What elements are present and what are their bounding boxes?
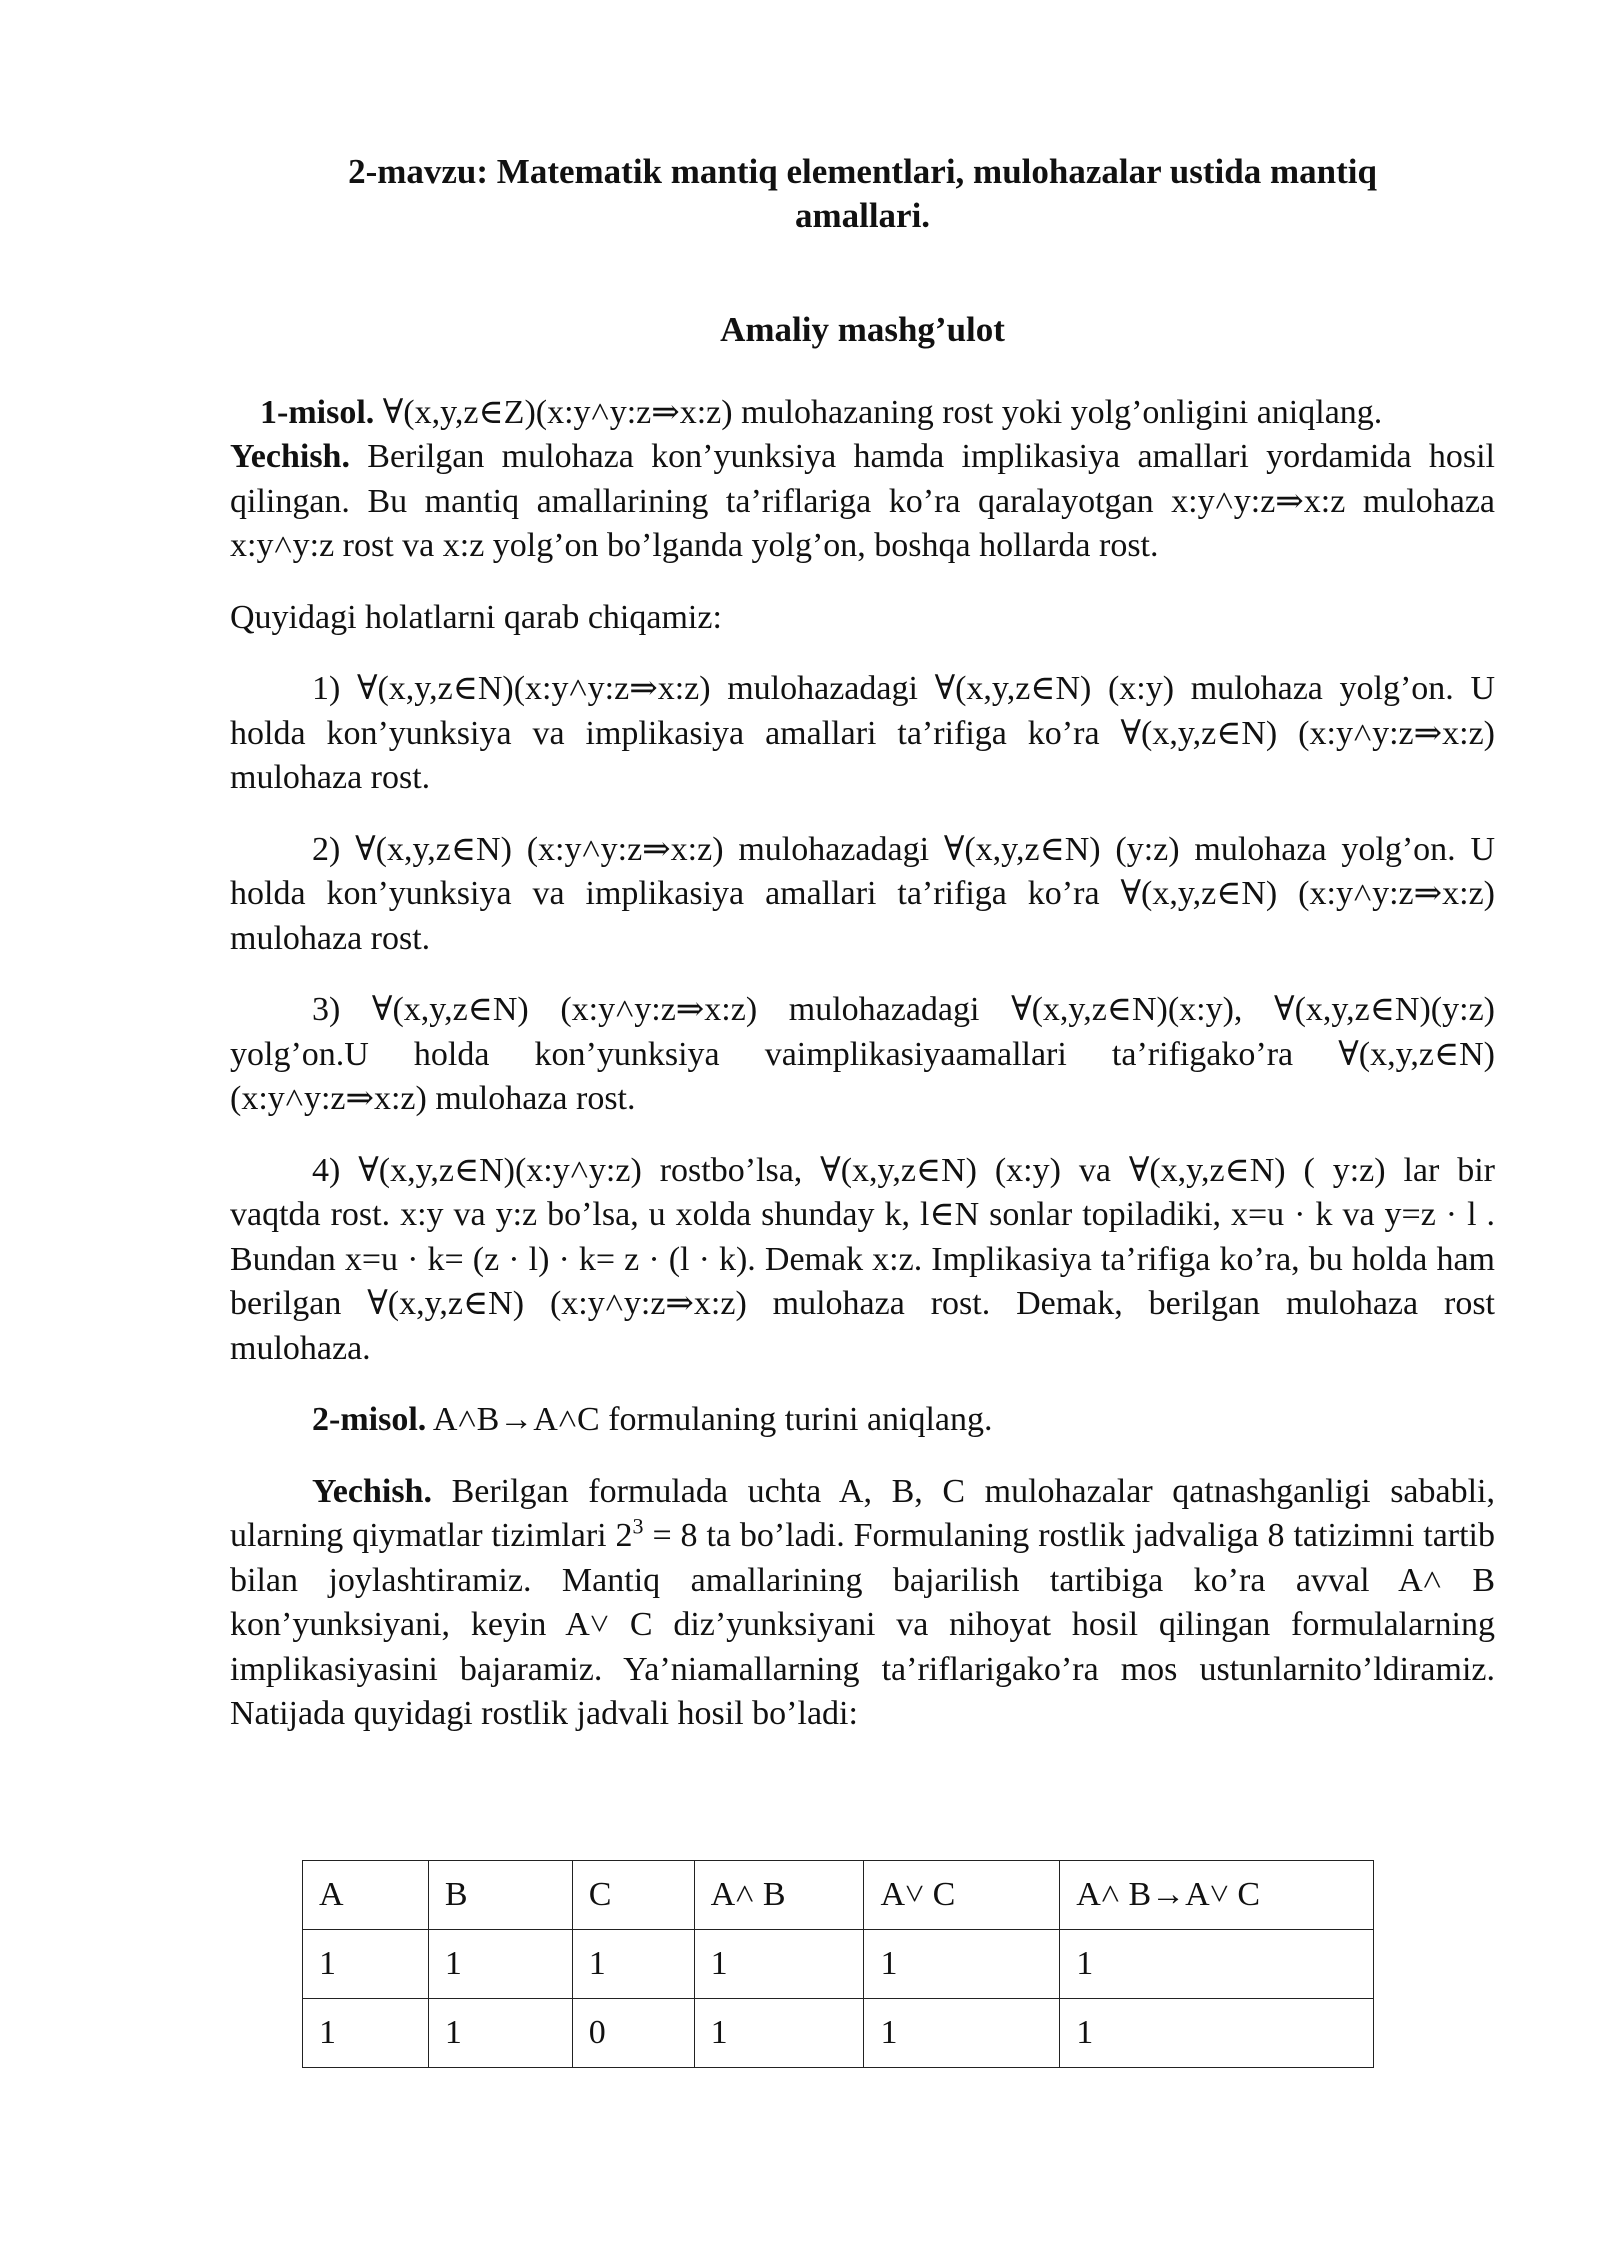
solution-2-text-b: = 8 ta bo’ladi. Formulaning rostlik jadvaliga 8 tatizimni tartib bilan joylashtiramiz. Mantiq amallarining bajarilish tartibiga ko’ra avval A˄ B kon’yunksiyani, keyin A˅ C diz’yunksiyani va nihoyat hosil qilingan formulalarning implikasiyasini bajaramiz. Ya’niamallarning ta’riflarigako’ra mos ustunlarnito’ldiramiz. Natijada quyidagi rostlik jadvali hosil bo’ladi: (230, 1517, 1495, 1732)
table-header-cell: A˄ B (694, 1861, 864, 1930)
table-cell: 1 (1060, 1930, 1374, 1999)
example-1-statement (230, 391, 1495, 436)
solution-1-label: Yechish. (230, 438, 350, 475)
example-1-text: ∀(x,y,z∈Z)(x:y˄y:z⇒x:z) mulohazaning rost yoki yolg’onligini aniqlang. (374, 393, 1383, 431)
table-cell: 1 (303, 1930, 429, 1999)
table-header-cell: A˄ B→A˅ C (1060, 1861, 1374, 1930)
solution-1-text: Berilgan mulohaza kon’yunksiya hamda implikasiya amallari yordamida hosil qilingan. Bu mantiq amallarining ta’riflariga ko’ra qaralayotgan x:y˄y:z⇒x:z mulohaza x:y˄y:z rost va x:z yolg’on bo’lganda yolg’on, boshqa hollarda rost. (230, 438, 1495, 564)
table-row (303, 1999, 1374, 2068)
case-1: 1) ∀(x,y,z∈N)(x:y˄y:z⇒x:z) mulohazadagi ∀(x,y,z∈N) (x:y) mulohaza yolg’on. U holda kon’yunksiya va implikasiya amallari ta’rifiga ko’ra ∀(x,y,z∈N) (x:y˄y:z⇒x:z) mulohaza rost. (230, 670, 1495, 796)
table-cell: 1 (694, 1999, 864, 2068)
topic-title (230, 150, 1495, 238)
example-1-label: 1-misol. (260, 393, 375, 431)
example-2-statement (230, 1398, 1495, 1443)
table-cell: 1 (864, 1930, 1060, 1999)
title-line-2: amallari. (794, 196, 931, 235)
solution-2-text-a: Berilgan formulada uchta A, B, C mulohazalar qatnashganligi sababli, ularning qiymatlar tizimlari 2 (230, 1472, 1495, 1554)
example-2-label: 2-misol. (312, 1401, 427, 1438)
cases-intro: Quyidagi holatlarni qarab chiqamiz: (230, 598, 722, 636)
case-4: 4) ∀(x,y,z∈N)(x:y˄y:z) rostbo’lsa, ∀(x,y,z∈N) (x:y) va ∀(x,y,z∈N) ( y:z) lar bir vaqtda rost. x:y va y:z bo’lsa, u xolda shunday k, l∈N sonlar topiladiki, x=u · k va y=z · l . Bundan x=u · k= (z · l) · k= z · (l · k). Demak x:z. Implikasiya ta’rifiga ko’ra, bu holda ham berilgan ∀(x,y,z∈N) (x:y˄y:z⇒x:z) mulohaza rost. Demak, berilgan mulohaza rost mulohaza. (230, 1151, 1495, 1367)
table-cell: 1 (864, 1999, 1060, 2068)
table-header-cell: B (428, 1861, 572, 1930)
solution-1 (230, 435, 1495, 569)
truth-table (302, 1860, 1374, 2068)
table-cell: 1 (694, 1930, 864, 1999)
table-cell: 1 (428, 1930, 572, 1999)
table-header-cell: C (572, 1861, 694, 1930)
section-subtitle: Amaliy mashg’ulot (720, 310, 1005, 349)
exponent: 3 (632, 1513, 644, 1539)
case-3: 3) ∀(x,y,z∈N) (x:y˄y:z⇒x:z) mulohazadagi ∀(x,y,z∈N)(x:y), ∀(x,y,z∈N)(y:z) yolg’on.U holda kon’yunksiya vaimplikasiyaamallari ta’rifigako’ra ∀(x,y,z∈N) (x:y˄y:z⇒x:z) mulohaza rost. (230, 991, 1495, 1117)
table-cell: 1 (1060, 1999, 1374, 2068)
case-2: 2) ∀(x,y,z∈N) (x:y˄y:z⇒x:z) mulohazadagi ∀(x,y,z∈N) (y:z) mulohaza yolg’on. U holda kon’yunksiya va implikasiya amallari ta’rifiga ko’ra ∀(x,y,z∈N) (x:y˄y:z⇒x:z) mulohaza rost. (230, 830, 1495, 957)
table-cell: 1 (303, 1999, 429, 2068)
title-line-1: 2-mavzu: Matematik mantiq elementlari, mulohazalar ustida mantiq (348, 152, 1377, 191)
table-header-cell: A (303, 1861, 429, 1930)
table-row (303, 1930, 1374, 1999)
example-2-text: A˄B→A˄C formulaning turini aniqlang. (426, 1401, 993, 1438)
table-header-row (303, 1861, 1374, 1930)
solution-2 (230, 1470, 1495, 1737)
document-page (230, 150, 1495, 1737)
solution-2-label: Yechish. (312, 1472, 432, 1510)
table-header-cell: A˅ C (864, 1861, 1060, 1930)
table-cell: 1 (572, 1930, 694, 1999)
table-cell: 1 (428, 1999, 572, 2068)
table-cell: 0 (572, 1999, 694, 2068)
